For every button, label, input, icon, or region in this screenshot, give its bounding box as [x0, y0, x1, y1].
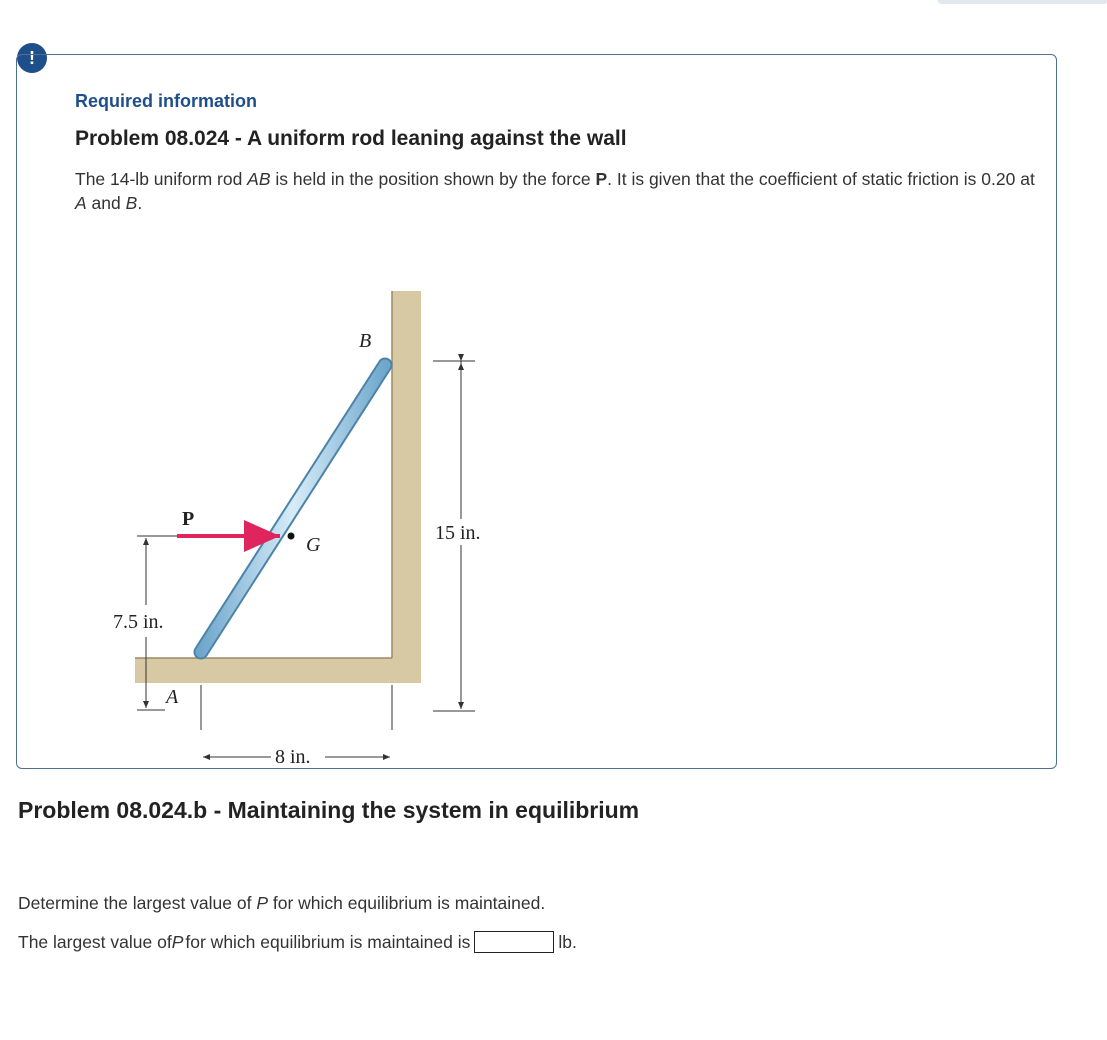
question-variable: P — [256, 893, 269, 913]
answer-input[interactable] — [474, 931, 554, 953]
answer-variable: P — [171, 931, 184, 952]
rod-label: AB — [247, 169, 271, 189]
statement-text: The 14-lb uniform rod — [75, 169, 248, 189]
problem-title: Problem 08.024 - A uniform rod leaning against the wall — [75, 127, 627, 150]
question-text: for which equilibrium is maintained. — [268, 893, 546, 913]
label-p: P — [182, 508, 195, 530]
floor — [135, 658, 405, 683]
rod — [201, 365, 385, 652]
part-b-question — [18, 893, 545, 914]
label-b: B — [359, 330, 372, 352]
statement-text: is held in the position shown by the force — [270, 169, 596, 189]
answer-unit: lb. — [558, 931, 577, 952]
statement-text: and — [86, 193, 126, 213]
dimension-7-5-in: 7.5 in. — [113, 611, 164, 633]
top-scroll-strip — [938, 0, 1107, 4]
answer-text: The largest value of — [18, 931, 172, 952]
center-of-gravity-dot — [288, 533, 295, 540]
point-b-label: B — [125, 193, 138, 213]
part-b-title: Problem 08.024.b - Maintaining the system in equilibrium — [18, 797, 640, 823]
required-information-panel — [16, 54, 1057, 769]
required-information-heading: Required information — [75, 91, 258, 111]
question-text: Determine the largest value of — [18, 893, 257, 913]
answer-row — [18, 928, 577, 956]
force-label: P — [595, 169, 608, 189]
answer-text: for which equilibrium is maintained is — [185, 931, 471, 952]
dimension-8-in: 8 in. — [275, 746, 311, 768]
dimension-15-in: 15 in. — [435, 522, 481, 544]
statement-text: . It is given that the coefficient of static friction is 0.20 at — [607, 169, 1035, 189]
label-g: G — [306, 534, 321, 556]
problem-statement — [75, 167, 1035, 215]
point-a-label: A — [75, 193, 87, 213]
rod-wall-diagram — [93, 235, 493, 768]
wall — [392, 291, 421, 683]
alert-glyph: ! — [29, 48, 35, 68]
label-a: A — [166, 686, 179, 708]
statement-text: . — [137, 193, 143, 213]
